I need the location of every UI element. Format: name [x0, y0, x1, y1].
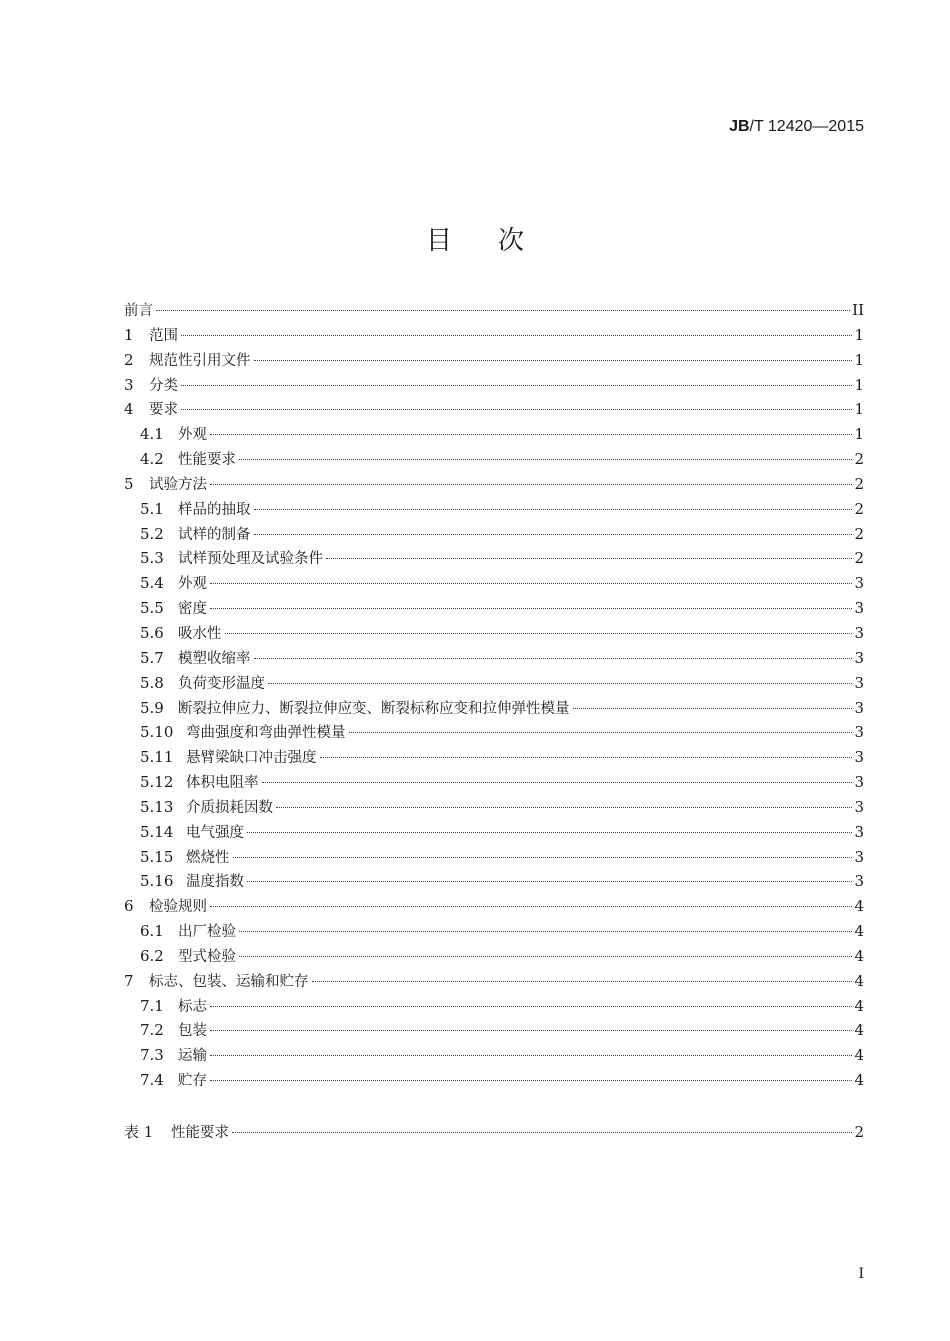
toc-entry[interactable] — [124, 969, 864, 994]
toc-entry-number: 5.15 — [140, 847, 174, 866]
toc-entry[interactable] — [124, 497, 864, 522]
toc-entry-label: 电气强度 — [186, 824, 244, 841]
toc-entry[interactable] — [124, 646, 864, 671]
toc-entry-number: 5.9 — [140, 698, 164, 717]
toc-entry-label: 范围 — [149, 327, 178, 344]
toc-entry-number: 5.3 — [140, 549, 164, 568]
toc-entry-number: 7.4 — [140, 1071, 164, 1090]
toc-entry-page: II — [852, 301, 864, 319]
toc-entry-page: 1 — [854, 375, 864, 394]
toc-entry-page: 4 — [854, 996, 864, 1015]
toc-entry-number: 5.4 — [140, 574, 164, 593]
toc-entry[interactable] — [124, 869, 864, 894]
toc-entry-page: 4 — [854, 1046, 864, 1065]
toc-entry[interactable] — [124, 671, 864, 696]
toc-leader-dots — [181, 409, 852, 410]
toc-leader-dots — [247, 881, 852, 882]
toc-entry-label: 标志、包装、运输和贮存 — [149, 973, 309, 990]
toc-entry-label: 温度指数 — [186, 874, 244, 891]
toc-entry-page: 1 — [854, 425, 864, 444]
toc-entry-label: 分类 — [149, 377, 178, 394]
toc-entry-number: 4.1 — [140, 425, 164, 444]
toc-leader-dots — [262, 782, 853, 783]
toc-entry-page: 3 — [854, 698, 864, 717]
toc-leader-dots — [181, 335, 852, 336]
toc-entry[interactable] — [124, 447, 864, 472]
toc-entry-number: 3 — [124, 375, 134, 394]
toc-entry-page: 2 — [854, 450, 864, 469]
toc-entry-label: 性能要求 — [171, 1125, 229, 1141]
toc-leader-dots — [210, 1055, 852, 1056]
toc-entry-label: 外观 — [178, 427, 207, 444]
toc-entry-page: 2 — [854, 499, 864, 518]
toc-entry-page: 2 — [854, 474, 864, 493]
toc-entry-page: 2 — [854, 1123, 864, 1141]
toc-entry-page: 2 — [854, 549, 864, 568]
toc-entry-number: 6 — [124, 897, 134, 916]
toc-entry[interactable] — [124, 596, 864, 621]
toc-leader-dots — [210, 484, 852, 485]
toc-entry[interactable] — [124, 1043, 864, 1068]
toc-entry-page: 3 — [854, 773, 864, 792]
toc-leader-dots — [156, 310, 850, 311]
toc-entry-number: 5.6 — [140, 623, 164, 642]
toc-entry[interactable] — [124, 422, 864, 447]
toc-entry[interactable] — [124, 795, 864, 820]
toc-leader-dots — [181, 385, 852, 386]
toc-entry[interactable] — [124, 770, 864, 795]
toc-entry-page: 4 — [854, 1021, 864, 1040]
toc-entry-label: 体积电阻率 — [186, 775, 259, 792]
toc-entry-number: 2 — [124, 350, 134, 369]
toc-entry-page: 3 — [854, 673, 864, 692]
toc-leader-dots — [254, 509, 853, 510]
toc-leader-dots — [254, 360, 853, 361]
toc-entry-page: 3 — [854, 748, 864, 767]
toc-leader-dots — [210, 434, 852, 435]
toc-entry-label: 运输 — [178, 1048, 207, 1065]
toc-entry-label: 负荷变形温度 — [178, 675, 265, 692]
toc-entry[interactable] — [124, 845, 864, 870]
toc-entry-page: 2 — [854, 524, 864, 543]
toc-entry[interactable] — [124, 546, 864, 571]
toc-entry[interactable] — [124, 1018, 864, 1043]
toc-entry-page: 3 — [854, 847, 864, 866]
toc-entry-page: 4 — [854, 922, 864, 941]
toc-entry-number: 5.2 — [140, 524, 164, 543]
toc-leader-dots — [210, 906, 852, 907]
toc-entry-label: 要求 — [149, 402, 178, 419]
toc-leader-dots — [210, 608, 852, 609]
toc-entry[interactable] — [124, 571, 864, 596]
toc-entry[interactable] — [124, 720, 864, 745]
toc-entry[interactable] — [124, 1068, 864, 1093]
toc-leader-dots — [326, 558, 852, 559]
toc-entry-label: 规范性引用文件 — [149, 352, 251, 369]
toc-entry-number: 5.14 — [140, 822, 174, 841]
toc-entry[interactable] — [124, 348, 864, 373]
toc-entry-page: 3 — [854, 599, 864, 618]
toc-entry[interactable] — [124, 1120, 864, 1145]
toc-entry[interactable] — [124, 323, 864, 348]
toc-entry-label: 包装 — [178, 1023, 207, 1040]
toc-entry-label: 标志 — [178, 998, 207, 1015]
toc-leader-dots — [239, 956, 852, 957]
toc-entry-label: 样品的抽取 — [178, 501, 251, 518]
toc-leader-dots — [239, 931, 852, 932]
toc-entry[interactable] — [124, 522, 864, 547]
toc-entry[interactable] — [124, 994, 864, 1019]
toc-entry-number: 7.3 — [140, 1046, 164, 1065]
toc-entry-number: 5.12 — [140, 773, 174, 792]
toc-entry-number: 5.5 — [140, 599, 164, 618]
toc-entry[interactable] — [124, 298, 864, 323]
toc-entry-label: 前言 — [124, 303, 153, 319]
toc-entry-page: 3 — [854, 574, 864, 593]
toc-leader-dots — [254, 534, 853, 535]
toc-entry-number: 4 — [124, 400, 134, 419]
toc-leader-dots — [210, 1006, 852, 1007]
toc-entry-number: 5.8 — [140, 673, 164, 692]
document-code-prefix: JB — [729, 118, 750, 135]
toc-entry-label: 悬臂梁缺口冲击强度 — [186, 750, 317, 767]
toc-leader-dots — [320, 757, 853, 758]
toc-entry-number: 5.7 — [140, 648, 164, 667]
toc-entry[interactable] — [124, 820, 864, 845]
toc-entry-label: 出厂检验 — [178, 924, 236, 941]
document-code — [729, 118, 864, 136]
toc-leader-dots — [233, 857, 853, 858]
page-title: 目次 — [425, 226, 570, 256]
toc-entry-number: 6.2 — [140, 946, 164, 965]
toc-entry-page: 4 — [854, 971, 864, 990]
toc-entry-label: 检验规则 — [149, 899, 207, 916]
toc-entry-page: 1 — [854, 325, 864, 344]
toc-entry-label: 吸水性 — [178, 625, 222, 642]
toc-entry-page: 3 — [854, 648, 864, 667]
toc-entry-number: 表 1 — [124, 1123, 154, 1141]
toc-entry-label: 模塑收缩率 — [178, 650, 251, 667]
toc-entry[interactable] — [124, 373, 864, 398]
toc-entry-number: 5.10 — [140, 723, 174, 742]
toc-entry-number: 4.2 — [140, 450, 164, 469]
toc-entry-label: 试验方法 — [149, 476, 207, 493]
toc-leader-dots — [210, 583, 852, 584]
toc-entry-label: 燃烧性 — [186, 849, 230, 866]
toc-entry-label: 性能要求 — [178, 452, 236, 469]
toc-entry-number: 7.2 — [140, 1021, 164, 1040]
toc-entry-page: 4 — [854, 897, 864, 916]
toc-entry-label: 型式检验 — [178, 948, 236, 965]
toc-entry-label: 弯曲强度和弯曲弹性模量 — [186, 725, 346, 742]
toc-entry[interactable] — [124, 919, 864, 944]
toc-entry[interactable] — [124, 397, 864, 422]
toc-entry[interactable] — [124, 472, 864, 497]
toc-leader-dots — [276, 807, 852, 808]
toc-entry[interactable] — [124, 621, 864, 646]
toc-leader-dots — [268, 683, 852, 684]
toc-entry-number: 6.1 — [140, 922, 164, 941]
toc-entry-page: 4 — [854, 946, 864, 965]
toc-leader-dots — [232, 1132, 852, 1133]
toc-entry[interactable] — [124, 894, 864, 919]
toc-entry-page: 3 — [854, 797, 864, 816]
toc-entry-label: 密度 — [178, 601, 207, 618]
toc-leader-dots — [225, 633, 853, 634]
toc-leader-dots — [254, 658, 853, 659]
toc-entry[interactable] — [124, 696, 864, 721]
toc-leader-dots — [349, 732, 853, 733]
toc-entry-number: 7 — [124, 971, 134, 990]
toc-entry-label: 贮存 — [178, 1073, 207, 1090]
toc-entry-label: 外观 — [178, 576, 207, 593]
table-of-contents — [124, 298, 864, 1093]
list-of-tables — [124, 1120, 864, 1145]
toc-entry-page: 3 — [854, 822, 864, 841]
toc-entry-number: 5.16 — [140, 872, 174, 891]
toc-leader-dots — [210, 1080, 852, 1081]
toc-entry-number: 5.1 — [140, 499, 164, 518]
toc-entry-page: 3 — [854, 872, 864, 891]
toc-entry-label: 试样的制备 — [178, 526, 251, 543]
toc-entry-page: 3 — [854, 623, 864, 642]
toc-leader-dots — [312, 981, 853, 982]
toc-entry-number: 5.13 — [140, 797, 174, 816]
toc-entry-number: 5.11 — [140, 748, 174, 767]
toc-entry-number: 1 — [124, 325, 134, 344]
toc-entry-page: 1 — [854, 350, 864, 369]
toc-entry-label: 断裂拉伸应力、断裂拉伸应变、断裂标称应变和拉伸弹性模量 — [178, 700, 570, 717]
toc-entry-page: 3 — [854, 723, 864, 742]
toc-entry-label: 介质损耗因数 — [186, 799, 273, 816]
toc-leader-dots — [247, 832, 852, 833]
document-code-number: /T 12420—2015 — [749, 118, 864, 135]
toc-entry[interactable] — [124, 745, 864, 770]
toc-entry-page: 1 — [854, 400, 864, 419]
page-number: I — [858, 1266, 864, 1282]
toc-entry-number: 5 — [124, 474, 134, 493]
toc-leader-dots — [573, 708, 853, 709]
toc-entry[interactable] — [124, 944, 864, 969]
toc-entry-number: 7.1 — [140, 996, 164, 1015]
toc-entry-page: 4 — [854, 1071, 864, 1090]
toc-entry-label: 试样预处理及试验条件 — [178, 551, 323, 568]
toc-leader-dots — [210, 1030, 852, 1031]
toc-leader-dots — [239, 459, 852, 460]
